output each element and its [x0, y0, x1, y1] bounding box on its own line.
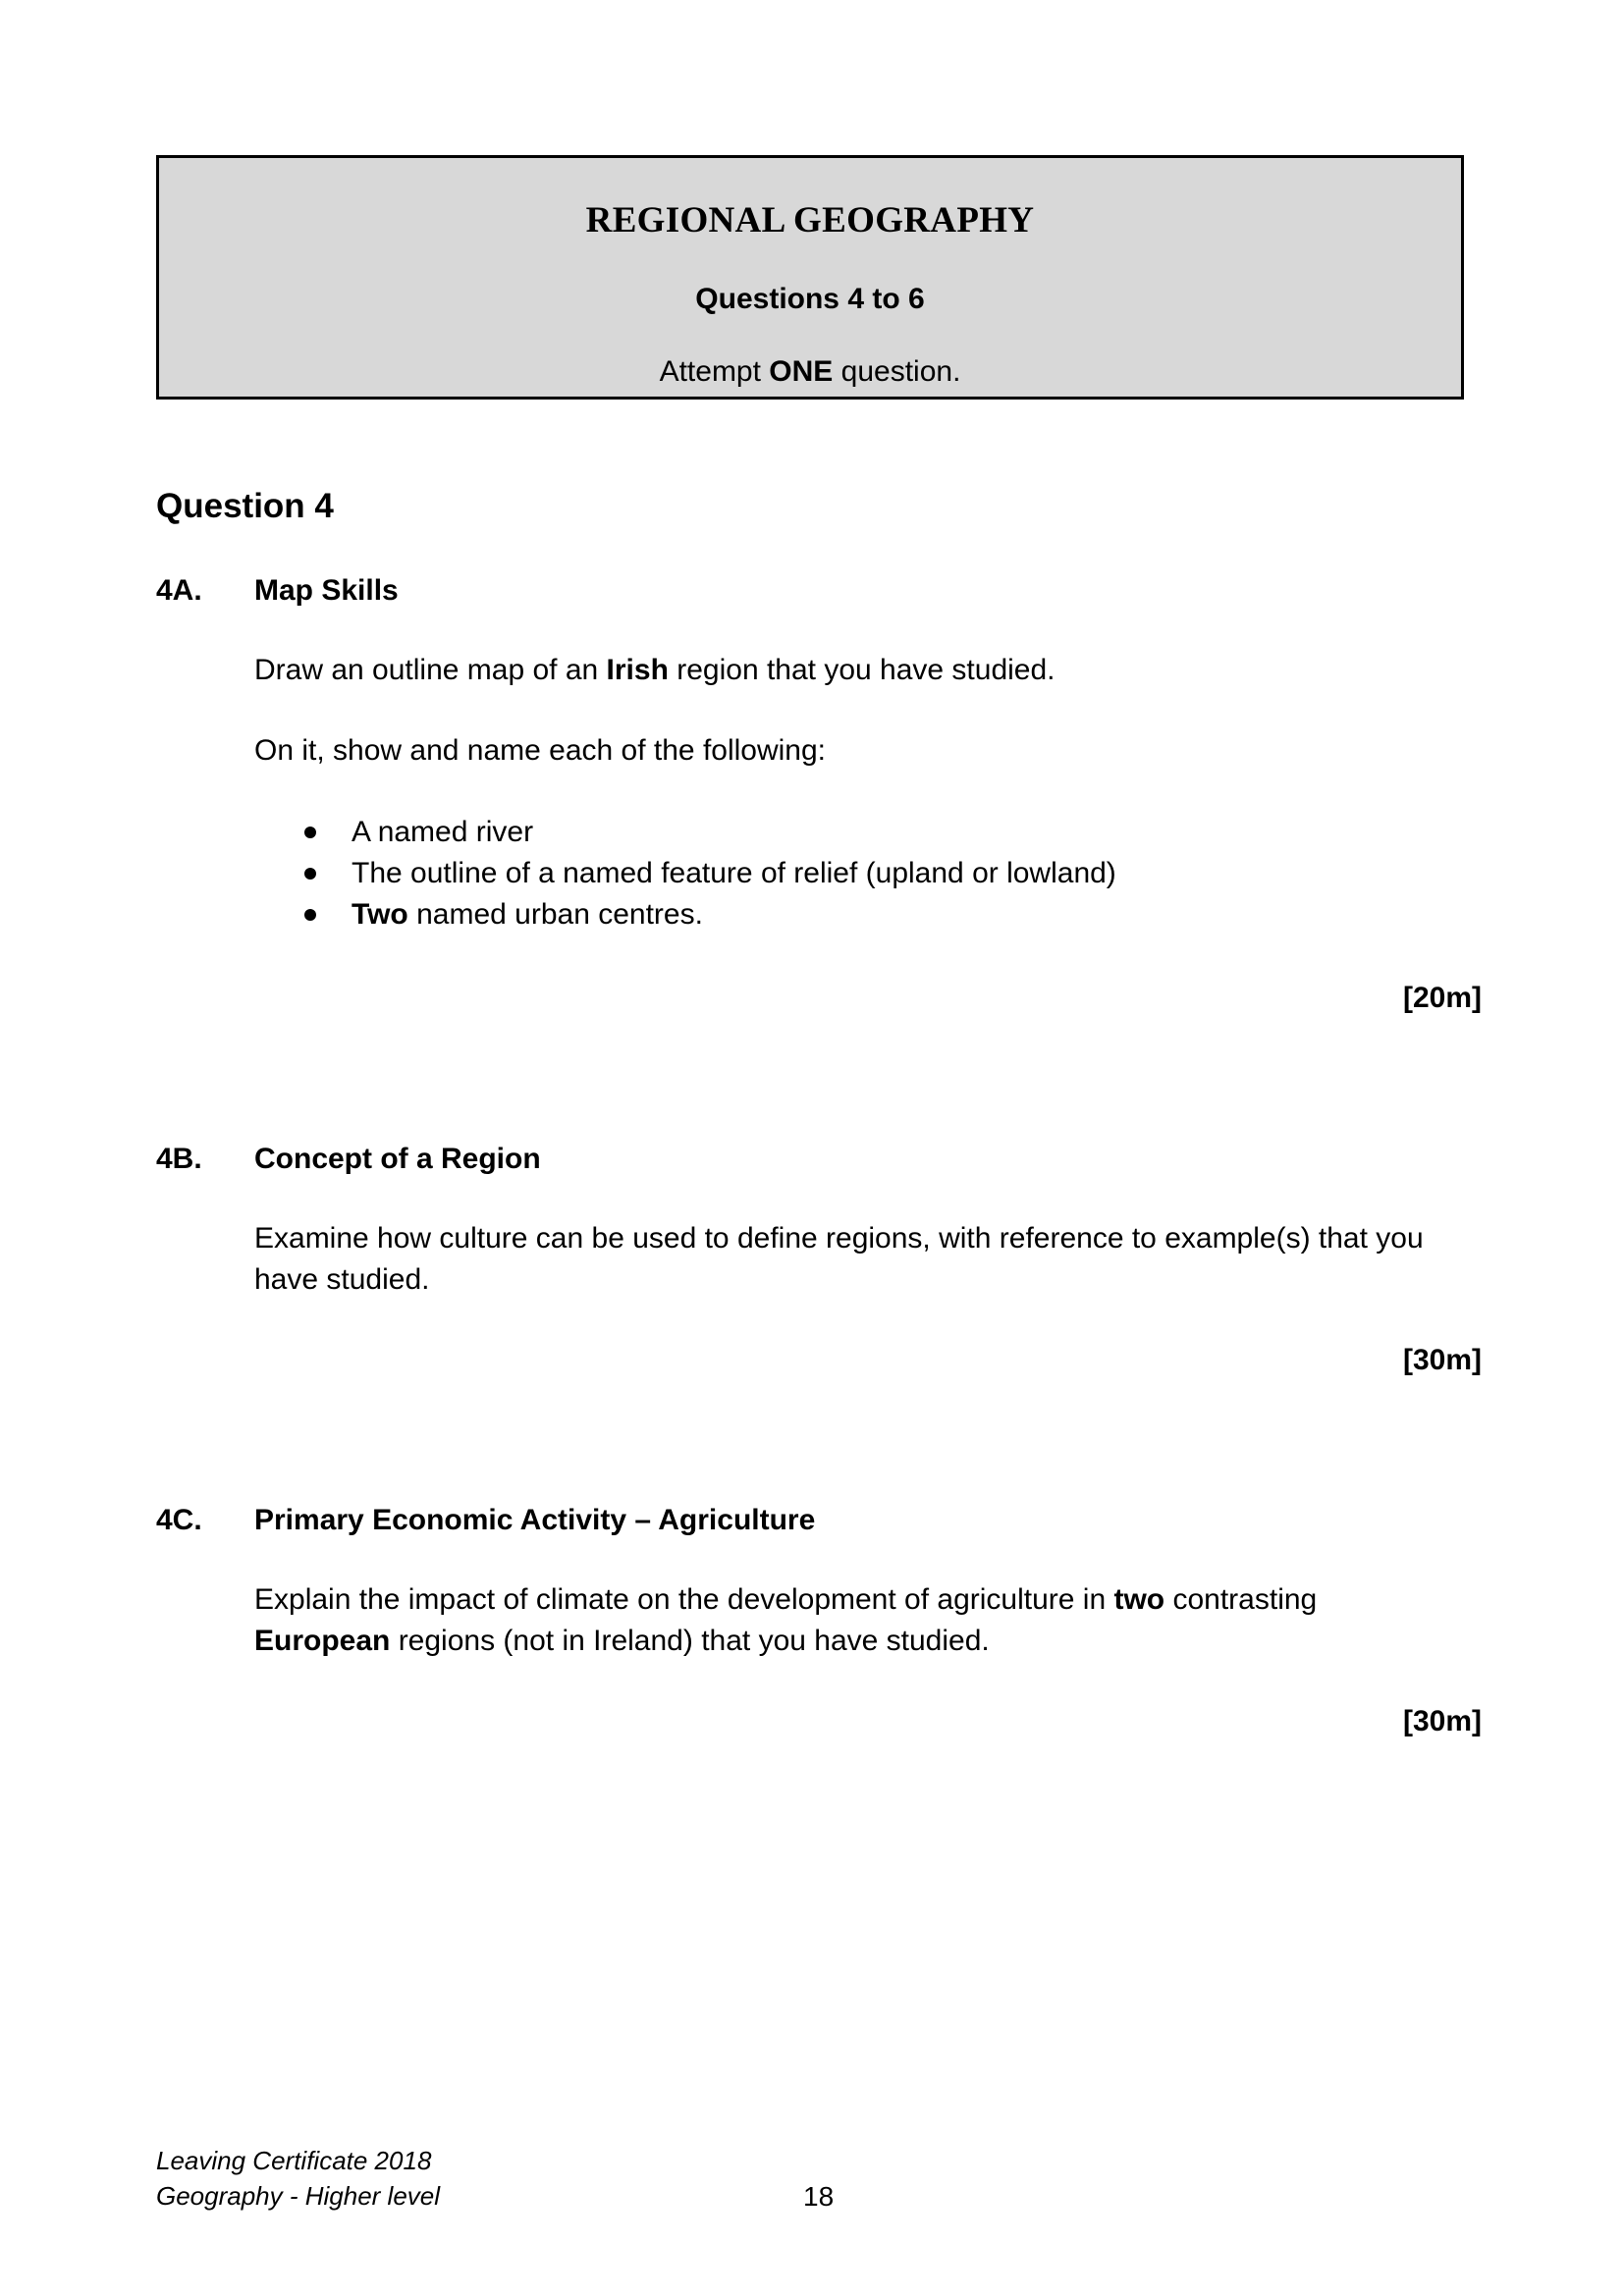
- section-instruction: [159, 355, 1461, 389]
- question-title: Question 4: [156, 487, 334, 525]
- bullet-item: A named river: [298, 812, 1116, 853]
- instruction-text: Attempt: [659, 355, 770, 388]
- para-text-end: contrasting: [1164, 1583, 1318, 1616]
- para-line: have studied.: [254, 1263, 430, 1296]
- para-text: Draw an outline map of an: [254, 654, 607, 686]
- para-emphasis: two: [1113, 1583, 1165, 1616]
- section-number-4a: 4A.: [156, 574, 202, 607]
- instruction-emphasis: ONE: [769, 355, 834, 388]
- section-title-4a: Map Skills: [254, 574, 399, 607]
- paragraph-4b-1: [254, 1218, 1472, 1301]
- paragraph-4c-1: [254, 1579, 1472, 1662]
- section-title-4b: Concept of a Region: [254, 1143, 541, 1175]
- para-text-end: regions (not in Ireland) that you have studied.: [390, 1625, 990, 1657]
- marks-4b: [30m]: [1402, 1344, 1482, 1376]
- page-number: 18: [803, 2181, 835, 2212]
- section-number-4b: 4B.: [156, 1143, 202, 1175]
- section-header-box: [156, 155, 1464, 400]
- para-text: Explain the impact of climate on the development of agriculture in: [254, 1583, 1114, 1616]
- footer-exam-name: Leaving Certificate 2018: [156, 2146, 432, 2175]
- para-line: Examine how culture can be used to define regions, with reference to example(s) that you: [254, 1222, 1424, 1255]
- section-title: REGIONAL GEOGRAPHY: [585, 200, 1035, 240]
- section-title-4c: Primary Economic Activity – Agriculture: [254, 1504, 816, 1536]
- para-emphasis: Irish: [606, 654, 669, 686]
- bullet-item: [298, 894, 1116, 935]
- marks-4c: [30m]: [1402, 1705, 1482, 1737]
- instruction-text-end: question.: [833, 355, 961, 388]
- bullet-text: named urban centres.: [407, 898, 703, 931]
- footer-subject-level: Geography - Higher level: [156, 2181, 441, 2211]
- paragraph-4a-1: [254, 650, 1472, 691]
- para-text-end: region that you have studied.: [668, 654, 1056, 686]
- paragraph-4a-2: On it, show and name each of the following:: [254, 734, 827, 767]
- bullet-item: The outline of a named feature of relief (upland or lowland): [298, 853, 1116, 894]
- bullet-list-4a: [298, 812, 1116, 935]
- marks-4a: [20m]: [1402, 982, 1482, 1014]
- section-number-4c: 4C.: [156, 1504, 202, 1536]
- bullet-emphasis: Two: [352, 898, 408, 931]
- para-emphasis: European: [254, 1625, 391, 1657]
- section-subtitle: Questions 4 to 6: [695, 283, 925, 315]
